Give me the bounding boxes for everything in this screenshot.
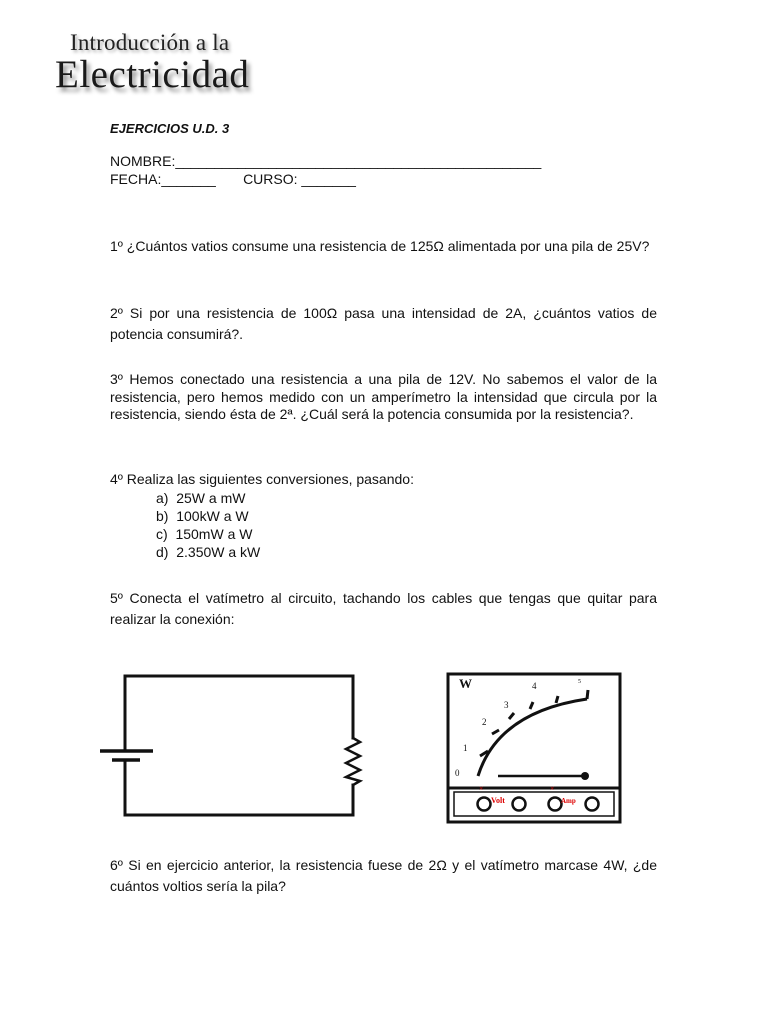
date-course-field: FECHA:_______ CURSO: _______ bbox=[110, 171, 356, 187]
scale-label-2: 2 bbox=[482, 717, 487, 727]
scale-label-1: 1 bbox=[463, 743, 468, 753]
scale-label-4: 4 bbox=[532, 681, 537, 691]
name-field: NOMBRE:_______________________________________________ bbox=[110, 153, 542, 169]
logo-title-line1: Introducción a la bbox=[70, 30, 230, 55]
logo-title-line2: Electricidad bbox=[55, 53, 250, 96]
wattmeter-unit-label: W bbox=[459, 676, 472, 691]
wattmeter bbox=[446, 672, 622, 825]
exercise-3: 3º Hemos conectado una resistencia a una pila de 12V. No sabemos el valor de la resistencia, pero hemos medido con un amperímetro la intensidad que circula por la resistencia, siendo ésta de 2ª. ¿Cuál será la potencia consumida por la resistencia?. bbox=[110, 371, 657, 422]
needle-pivot bbox=[581, 772, 589, 780]
exercise-6: 6º Si en ejercicio anterior, la resistencia fuese de 2Ω y el vatímetro marcase 4W, ¿de cuántos voltios sería la pila? bbox=[110, 857, 657, 894]
exercise-1: 1º ¿Cuántos vatios consume una resistencia de 125Ω alimentada por una pila de 25V? bbox=[110, 238, 650, 254]
volt-label: Volt bbox=[491, 796, 505, 805]
resistor-symbol bbox=[346, 738, 360, 785]
scale-label-5: 5 bbox=[578, 679, 581, 685]
terminal-volt-1[interactable] bbox=[478, 798, 491, 811]
terminal-amp-1[interactable] bbox=[549, 798, 562, 811]
terminal-volt-2[interactable] bbox=[513, 798, 526, 811]
battery-symbol bbox=[100, 751, 153, 760]
exercise-2: 2º Si por una resistencia de 100Ω pasa una intensidad de 2A, ¿cuántos vatios de potencia consumirá?. bbox=[110, 305, 657, 342]
circuit-diagram bbox=[95, 665, 370, 825]
exercise-5: 5º Conecta el vatímetro al circuito, tachando los cables que tengas que quitar para realizar la conexión: bbox=[110, 590, 657, 627]
list-item: b) 100kW a W bbox=[156, 508, 249, 524]
volt-terminal-sign: × bbox=[479, 784, 484, 793]
list-item: d) 2.350W a kW bbox=[156, 544, 261, 560]
amp-terminal-sign: × bbox=[550, 784, 555, 793]
list-item: a) 25W a mW bbox=[156, 490, 246, 506]
conversion-list bbox=[156, 489, 260, 561]
amp-label: Amp bbox=[561, 797, 576, 805]
scale-label-0: 0 bbox=[455, 768, 460, 778]
scale-label-3: 3 bbox=[504, 700, 509, 710]
exercise-4: 4º Realiza las siguientes conversiones, pasando: bbox=[110, 471, 414, 487]
terminal-amp-2[interactable] bbox=[586, 798, 599, 811]
worksheet-heading: EJERCICIOS U.D. 3 bbox=[110, 121, 230, 136]
list-item: c) 150mW a W bbox=[156, 526, 253, 542]
